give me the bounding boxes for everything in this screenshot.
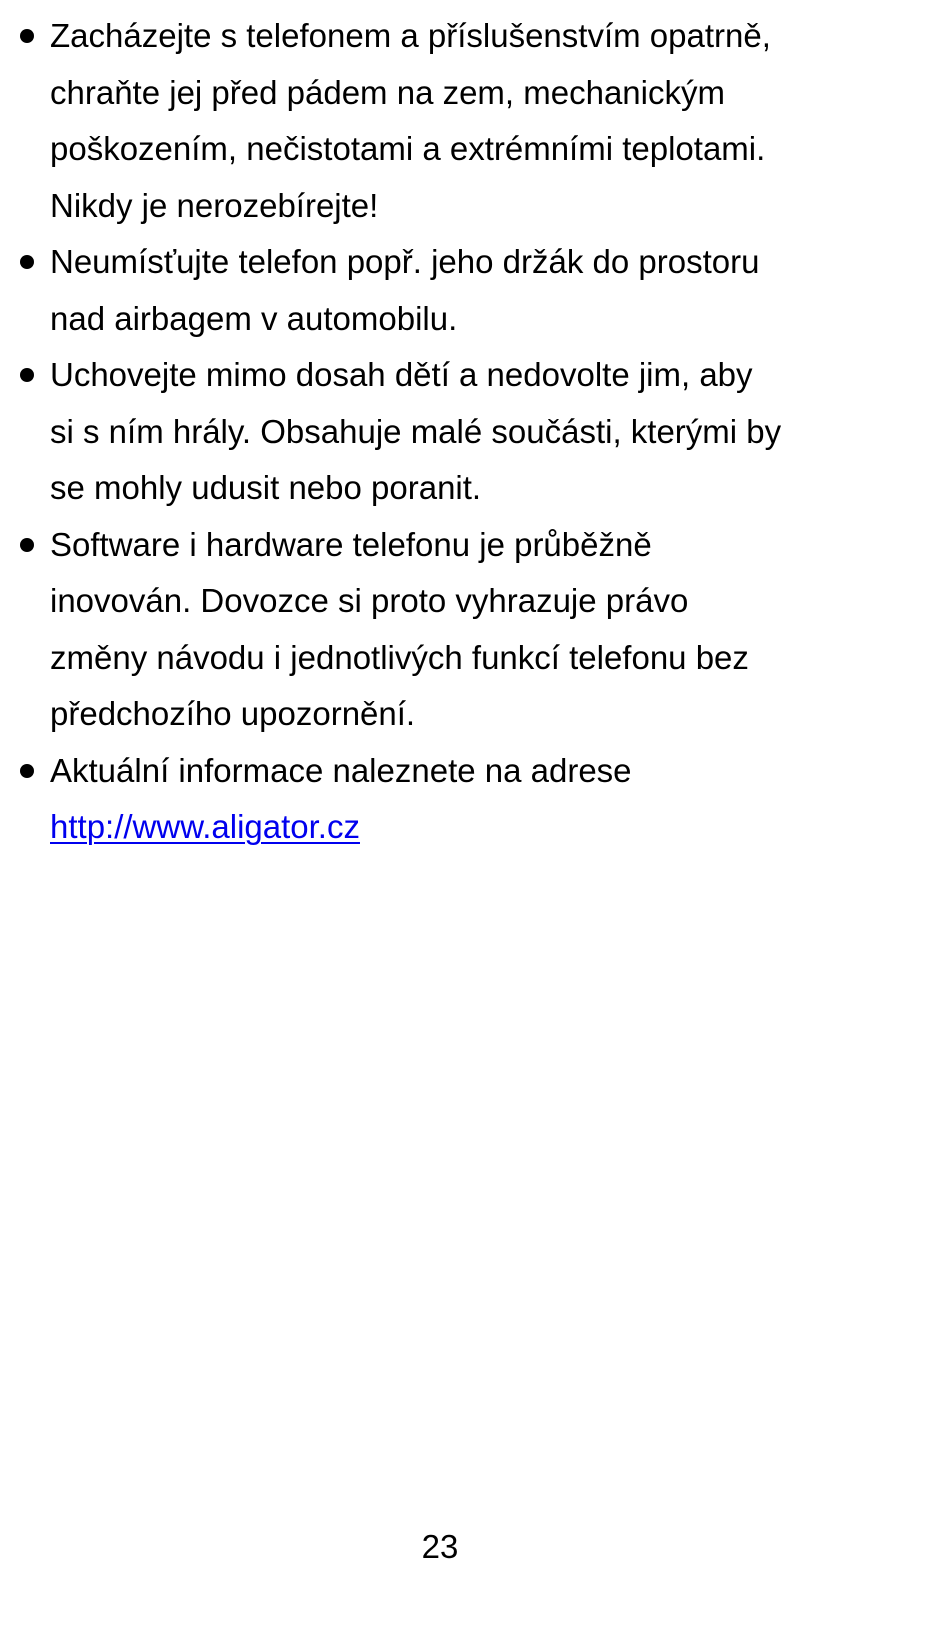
list-item	[20, 234, 920, 347]
safety-instructions-list	[20, 8, 920, 856]
list-item-line: Uchovejte mimo dosah dětí a nedovolte jim, aby	[50, 356, 753, 393]
page-number: 23	[421, 1528, 459, 1565]
list-item-line: chraňte jej před pádem na zem, mechanickým	[50, 73, 725, 111]
list-item	[20, 517, 920, 743]
list-item-line: si s ním hrály. Obsahuje malé součásti, kterými by	[50, 412, 782, 450]
list-item-line: inovován. Dovozce si proto vyhrazuje právo	[50, 582, 689, 619]
bullet-icon	[20, 29, 34, 43]
bullet-icon	[20, 538, 34, 552]
list-item-line: Neumísťujte telefon popř. jeho držák do prostoru	[50, 243, 760, 280]
bullet-icon	[20, 255, 34, 269]
list-item-line: Software i hardware telefonu je průběžně	[50, 525, 652, 563]
list-item-line: poškozením, nečistotami a extrémními teplotami.	[50, 130, 766, 167]
list-item	[20, 743, 920, 856]
list-item-line: Nikdy je nerozebírejte!	[50, 186, 379, 224]
list-item-line: Aktuální informace naleznete na adrese	[50, 751, 632, 789]
bullet-icon	[20, 368, 34, 382]
list-item	[20, 8, 920, 234]
list-item-line: Zacházejte s telefonem a příslušenstvím opatrně,	[50, 17, 771, 54]
list-item	[20, 347, 920, 517]
website-link[interactable]: http://www.aligator.cz	[50, 808, 360, 845]
list-item-line: předchozího upozornění.	[50, 695, 416, 732]
list-item-line: změny návodu i jednotlivých funkcí telefonu bez	[50, 638, 749, 676]
list-item-line: se mohly udusit nebo poranit.	[50, 469, 482, 506]
list-item-line: nad airbagem v automobilu.	[50, 299, 458, 337]
bullet-icon	[20, 764, 34, 778]
